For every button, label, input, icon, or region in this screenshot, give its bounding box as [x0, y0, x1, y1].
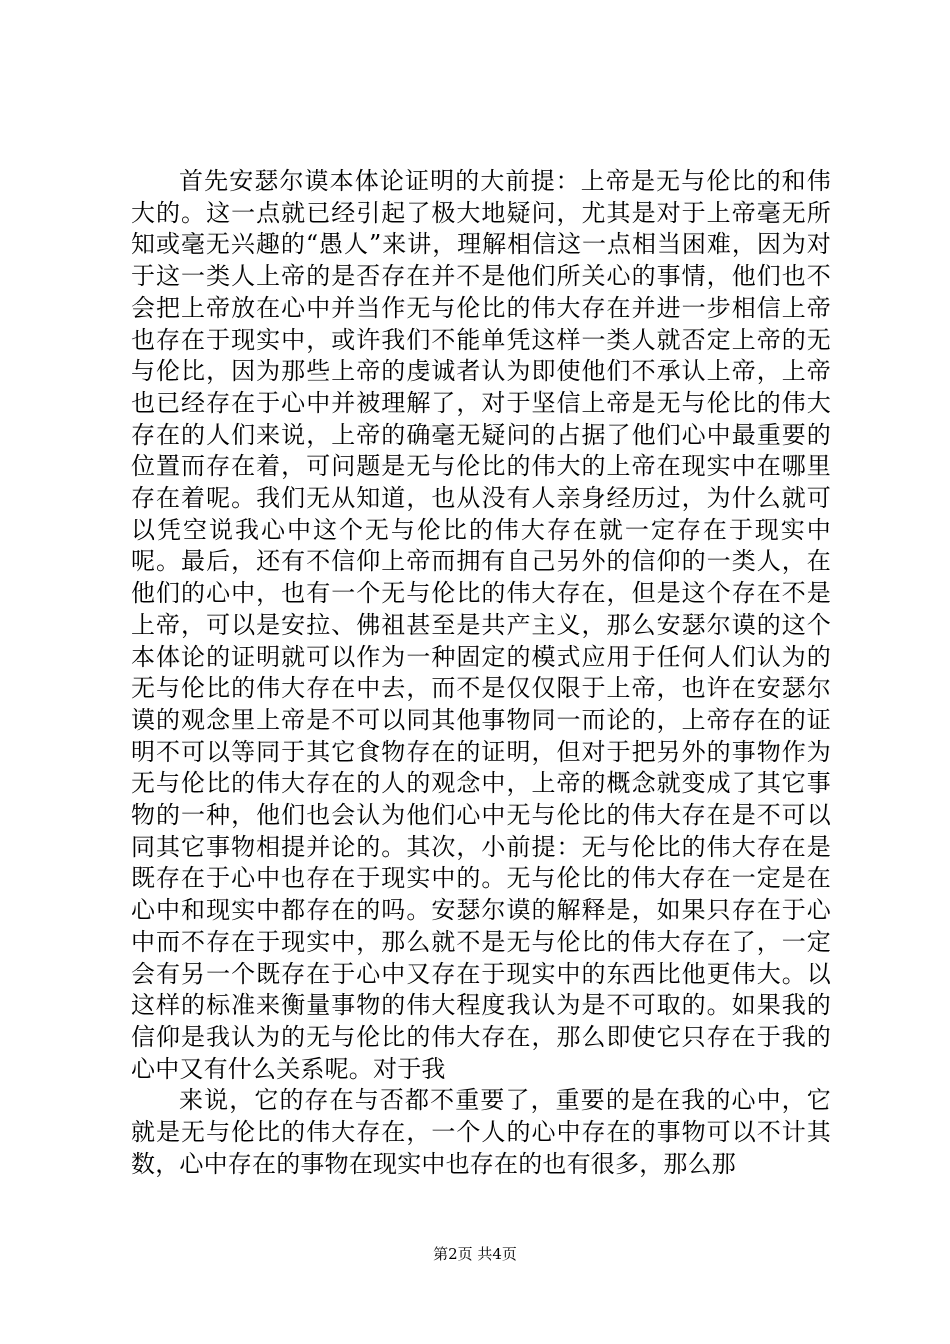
paragraph-1: 首先安瑟尔谟本体论证明的大前提：上帝是无与伦比的和伟大的。这一点就已经引起了极大地疑问，尤其是对于上帝毫无所知或毫无兴趣的“愚人”来讲，理解相信这一点相当困难，因为对于这一类人上帝的是否存在并不是他们所关心的事情，他们也不会把上帝放在心中并当作无与伦比的伟大存在并进一步相信上帝也存在于现实中，或许我们不能单凭这样一类人就否定上帝的无与伦比，因为那些上帝的虔诚者认为即使他们不承认上帝，上帝也已经存在于心中并被理解了，对于坚信上帝是无与伦比的伟大存在的人们来说，上帝的确毫无疑问的占据了他们心中最重要的位置而存在着，可问题是无与伦比的伟大的上帝在现实中在哪里存在着呢。我们无从知道，也从没有人亲身经历过，为什么就可以凭空说我心中这个无与伦比的伟大存在就一定存在于现实中呢。最后，还有不信仰上帝而拥有自己另外的信仰的一类人，在他们的心中，也有一个无与伦比的伟大存在，但是这个存在不是上帝，可以是安拉、佛祖甚至是共产主义，那么安瑟尔谟的这个本体论的证明就可以作为一种固定的模式应用于任何人们认为的无与伦比的伟大存在中去，而不是仅仅限于上帝，也许在安瑟尔谟的观念里上帝是不可以同其他事物同一而论的，上帝存在的证明不可以等同于其它食物存在的证明，但对于把另外的事物作为无与伦比的伟大存在的人的观念中，上帝的概念就变成了其它事物的一种，他们也会认为他们心中无与伦比的伟大存在是不可以同其它事物相提并论的。其次，小前提：无与伦比的伟大存在是既存在于心中也存在于现实中的。无与伦比的伟大存在一定是在心中和现实中都存在的吗。安瑟尔谟的解释是，如果只存在于心中而不存在于现实中，那么就不是无与伦比的伟大存在了，一定会有另一个既存在于心中又存在于现实中的东西比他更伟大。以这样的标准来衡量事物的伟大程度我认为是不可取的。如果我的信仰是我认为的无与伦比的伟大存在，那么即使它只存在于我的心中又有什么关系呢。对于我 — [131, 167, 831, 1083]
page-number-footer: 第2页 共4页 — [433, 1245, 517, 1263]
document-body — [131, 166, 831, 1181]
paragraph-2: 来说，它的存在与否都不重要了，重要的是在我的心中，它就是无与伦比的伟大存在，一个人的心中存在的事物可以不计其数，心中存在的事物在现实中也存在的也有很多，那么那 — [131, 1086, 831, 1178]
